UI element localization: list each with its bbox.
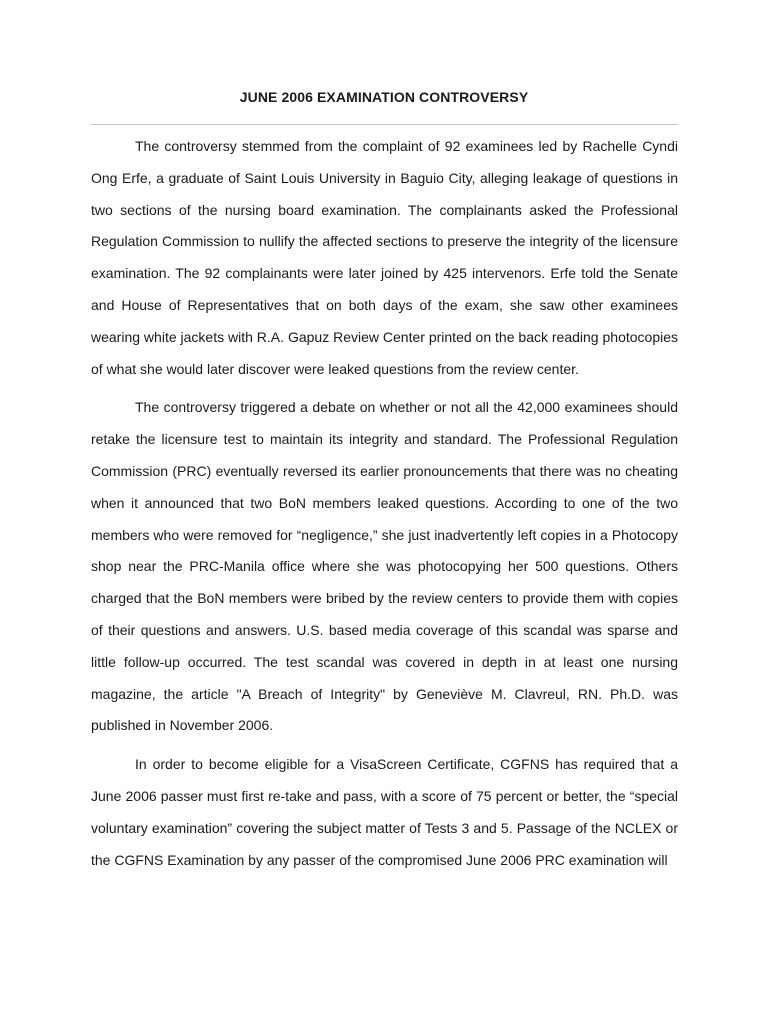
page-title: JUNE 2006 EXAMINATION CONTROVERSY [239,89,529,105]
title-divider [91,124,678,125]
paragraph-2: The controversy triggered a debate on whether or not all the 42,000 examinees should retake the licensure test to maintain its integrity and standard. The Professional Regulation Commission (PRC) eventually reversed its earlier pronouncements that there was no cheating when it announced that two BoN members leaked questions. According to one of the two members who were removed for “negligence,” she just inadvertently left copies in a Photocopy shop near the PRC-Manila office where she was photocopying her 500 questions. Others charged that the BoN members were bribed by the review centers to provide them with copies of their questions and answers. U.S. based media coverage of this scandal was sparse and little follow-up occurred. The test scandal was covered in depth in at least one nursing magazine, the article "A Breach of Integrity" by Geneviève M. Clavreul, RN. Ph.D. was published in November 2006. [91,399,678,734]
document-body [91,131,678,883]
paragraph-1: The controversy stemmed from the complaint of 92 examinees led by Rachelle Cyndi Ong Erfe, a graduate of Saint Louis University in Baguio City, alleging leakage of questions in two sections of the nursing board examination. The complainants asked the Professional Regulation Commission to nullify the affected sections to preserve the integrity of the licensure examination. The 92 complainants were later joined by 425 intervenors. Erfe told the Senate and House of Representatives that on both days of the exam, she saw other examinees wearing white jackets with R.A. Gapuz Review Center printed on the back reading photocopies of what she would later discover were leaked questions from the review center. [91,138,678,377]
paragraph-3: In order to become eligible for a VisaScreen Certificate, CGFNS has required that a June 2006 passer must first re-take and pass, with a score of 75 percent or better, the “special voluntary examination” covering the subject matter of Tests 3 and 5. Passage of the NCLEX or the CGFNS Examination by any passer of the compromised June 2006 PRC examination will [91,756,678,868]
